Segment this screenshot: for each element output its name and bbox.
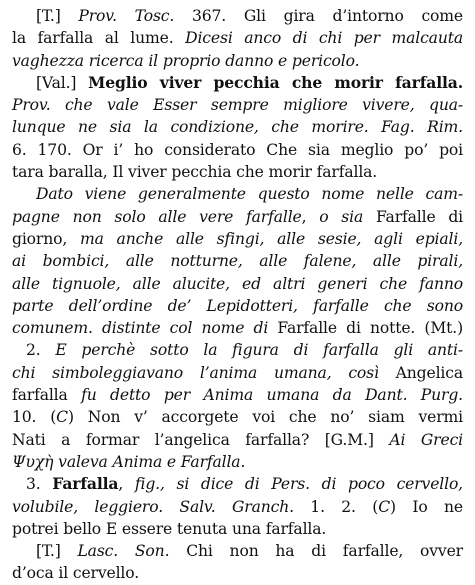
text-segment: Farfalla	[52, 474, 119, 494]
text-segment: C	[56, 408, 68, 427]
text-segment: ,	[301, 207, 320, 226]
text-line	[12, 228, 463, 250]
text-segment: ai bombici, alle notturne, alle falene, alle pirali,	[12, 252, 463, 271]
text-line	[12, 496, 463, 518]
text-segment: farfalla	[12, 386, 82, 405]
text-line	[12, 161, 463, 183]
text-segment: 3.	[26, 475, 53, 494]
text-segment: Chi non ha di farfalle, ovver	[169, 542, 463, 561]
text-segment: ma anche alle sfingi, alle sesie, agli epiali,	[79, 229, 463, 248]
text-segment: 10. (	[12, 408, 57, 427]
text-segment: 367. Gli gira d’intorno come	[174, 7, 463, 25]
text-line	[12, 518, 463, 540]
text-segment: [Val.]	[36, 73, 89, 92]
text-segment: Nati a formar l’angelica farfalla? [G.M.]	[12, 430, 390, 449]
text-segment: Ai Greci	[389, 430, 463, 449]
text-line	[12, 429, 463, 451]
text-line	[12, 116, 463, 138]
text-line	[12, 250, 463, 272]
text-segment: la farfalla al lume.	[12, 29, 186, 48]
text-segment: chi simboleggiavano l’anima umana, così	[12, 363, 379, 382]
text-segment: Dicesi anco di chi per malcauta	[185, 29, 463, 48]
text-line	[12, 540, 463, 562]
text-segment: 2.	[26, 341, 56, 360]
text-segment: vaghezza ricerca il proprio danno e pericolo.	[12, 51, 360, 70]
text-line	[12, 317, 463, 339]
text-segment: pagne non solo alle vere	[12, 207, 247, 226]
text-line	[12, 139, 463, 161]
text-segment: E perchè sotto la figura di farfalla gli anti-	[55, 341, 463, 360]
text-segment: Farfalle di	[363, 207, 464, 226]
text-line	[12, 50, 463, 72]
text-segment: farfalle	[246, 207, 302, 226]
text-segment: comunem. distinte col nome di	[12, 319, 269, 338]
text-segment: fig., si dice di Pers. di poco cervello,	[134, 475, 463, 494]
text-segment: Farfalle di notte. (Mt.)	[268, 319, 464, 338]
text-line	[12, 295, 463, 317]
text-line	[12, 72, 463, 94]
text-segment: Prov. che vale Esser sempre migliore vivere, qua-	[12, 96, 463, 115]
text-segment: [T.]	[36, 542, 78, 561]
text-segment: lunque ne sia la condizione, che morire. Fag. Rim.	[12, 118, 463, 137]
text-segment: Dato viene generalmente questo nome nelle cam-	[36, 185, 463, 204]
text-segment: Prov. Tosc.	[78, 7, 175, 25]
text-segment: o sia	[319, 207, 364, 226]
text-segment: Lasc. Son.	[77, 542, 170, 561]
text-line	[12, 362, 463, 384]
text-segment: Meglio viver pecchia che morir farfalla.	[88, 72, 463, 92]
text-segment: potrei bello E essere tenuta una farfalla.	[12, 519, 327, 538]
text-line	[12, 5, 463, 27]
text-line	[12, 562, 463, 584]
text-segment: [T.]	[36, 7, 79, 25]
text-line	[12, 339, 463, 361]
text-segment: Ψυχὴ valeva Anima e Farfalla.	[12, 452, 246, 471]
text-segment: Angelica	[378, 363, 463, 382]
text-segment: 1. 2. (	[293, 497, 379, 516]
text-line	[12, 27, 463, 49]
text-segment: ) Non v’ accorgete voi che no’ siam vermi	[67, 408, 463, 427]
text-segment: ,	[118, 475, 135, 494]
text-line	[12, 94, 463, 116]
text-segment: C	[378, 497, 391, 516]
text-line	[12, 473, 463, 495]
text-line	[12, 206, 463, 228]
text-segment: 6. 170. Or i’ ho considerato Che sia meglio po’ poi	[12, 140, 463, 159]
text-segment: fu detto per Anima umana da Dant. Purg.	[81, 386, 463, 405]
text-segment: alle tignuole, alle alucite, ed altri generi che fanno	[12, 274, 463, 293]
text-segment: ) Io ne	[390, 497, 463, 516]
text-line	[12, 384, 463, 406]
text-segment: parte dell’ordine de’ Lepidotteri, farfalle che sono	[12, 296, 463, 315]
text-line	[12, 451, 463, 473]
text-line	[12, 183, 463, 205]
text-line	[12, 273, 463, 295]
text-segment: giorno,	[12, 229, 80, 248]
text-line	[12, 406, 463, 428]
text-segment: volubile, leggiero. Salv. Granch.	[12, 497, 294, 516]
text-segment: tara baralla, Il viver pecchia che morir farfalla.	[12, 163, 378, 182]
text-segment: d’oca il cervello.	[12, 564, 140, 583]
